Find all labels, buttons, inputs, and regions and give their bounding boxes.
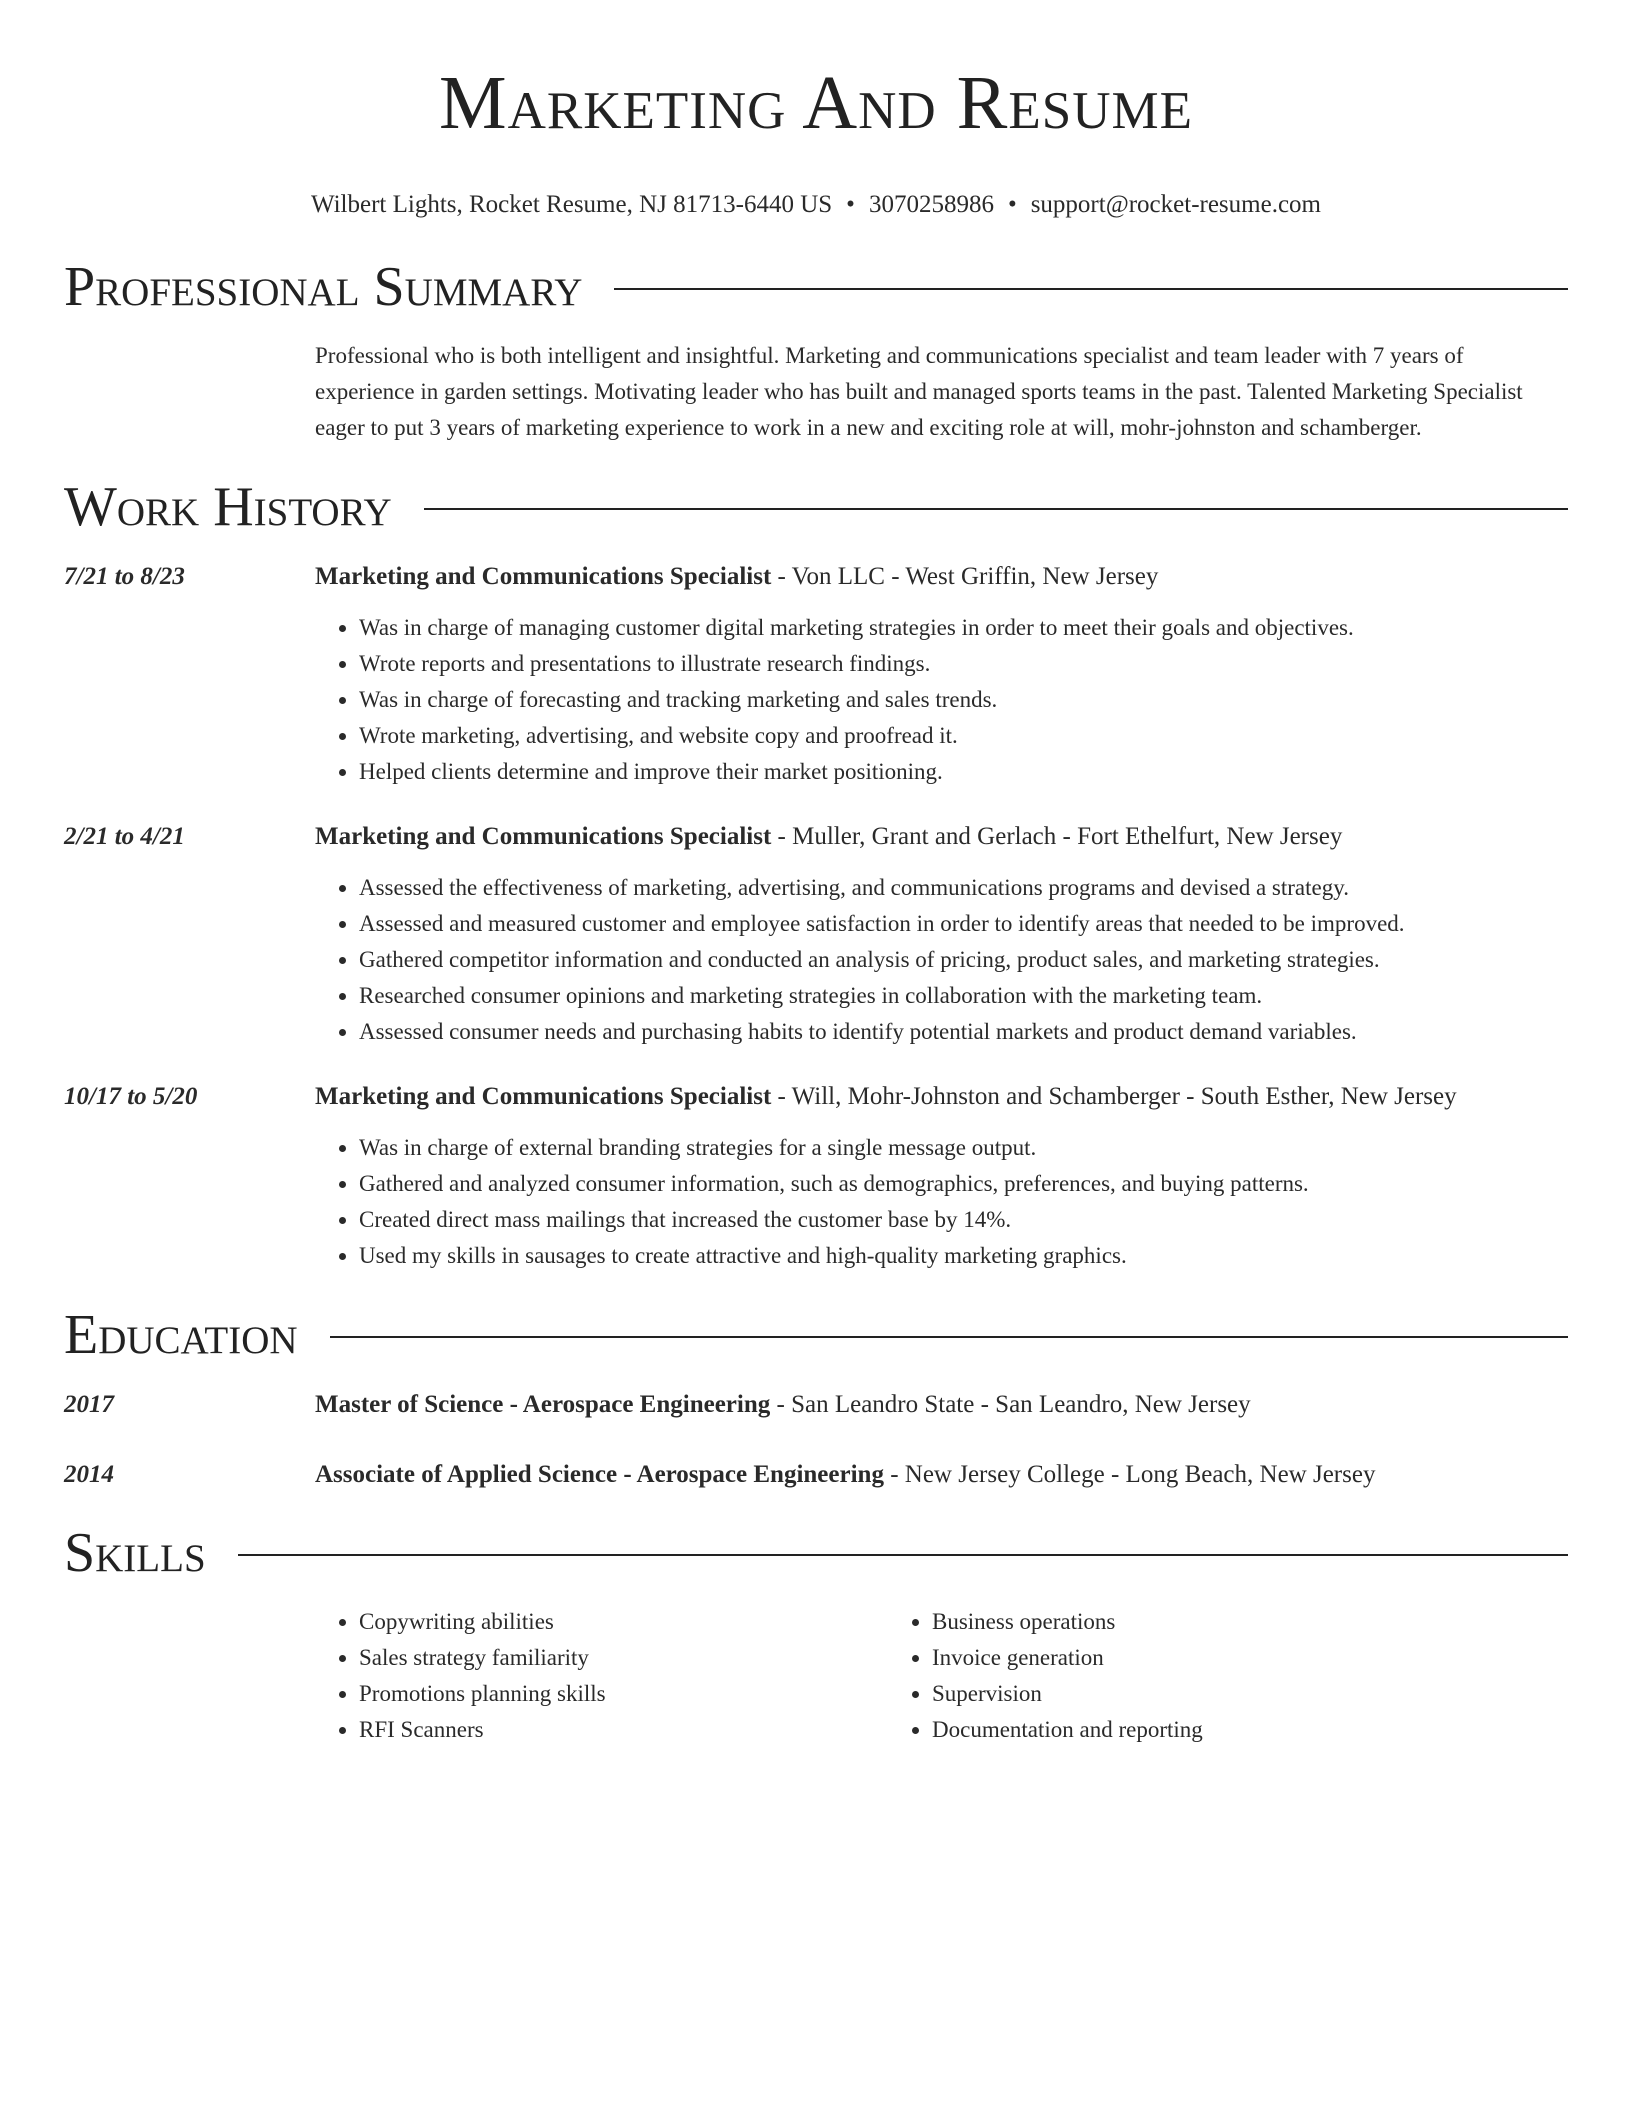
- address: Wilbert Lights, Rocket Resume, NJ 81713-6440 US: [311, 191, 833, 218]
- job-entry: [64, 820, 1568, 1050]
- job-dates: 7/21 to 8/23: [64, 563, 185, 590]
- education-year: 2017: [64, 1391, 114, 1418]
- education-section-header: [64, 1304, 1568, 1366]
- education-year: 2014: [64, 1461, 114, 1488]
- separator: •: [846, 191, 855, 218]
- job-title: Marketing and Communications Specialist: [315, 563, 772, 590]
- job-heading: [315, 820, 1568, 854]
- job-body: [315, 820, 1568, 1050]
- contact-line: [64, 190, 1568, 220]
- education-heading: [315, 1458, 1375, 1492]
- skill-item: • Promotions planning skills: [359, 1676, 888, 1712]
- list-item: • Gathered and analyzed consumer information, such as demographics, preferences, and buying patterns.: [359, 1166, 1568, 1202]
- section-title: Work History: [64, 476, 392, 538]
- section-divider: [614, 288, 1568, 290]
- skills-column-right: [888, 1604, 1461, 1748]
- list-item: • Was in charge of forecasting and tracking marketing and sales trends.: [359, 682, 1568, 718]
- list-item: • Created direct mass mailings that increased the customer base by 14%.: [359, 1202, 1568, 1238]
- skill-item: • Business operations: [932, 1604, 1461, 1640]
- job-bullets: [315, 870, 1568, 1050]
- job-entry: [64, 560, 1568, 790]
- list-item: • Researched consumer opinions and marketing strategies in collaboration with the marketing team.: [359, 978, 1568, 1014]
- skills-section-header: [64, 1522, 1568, 1584]
- job-title: Marketing and Communications Specialist: [315, 1083, 772, 1110]
- list-item: • Assessed consumer needs and purchasing habits to identify potential markets and product demand variables.: [359, 1014, 1568, 1050]
- skill-item: • RFI Scanners: [359, 1712, 888, 1748]
- education-entry: [64, 1458, 1568, 1492]
- job-title: Marketing and Communications Specialist: [315, 823, 772, 850]
- skill-item: • Invoice generation: [932, 1640, 1461, 1676]
- list-item: • Assessed and measured customer and employee satisfaction in order to identify areas that needed to be improved.: [359, 906, 1568, 942]
- job-details: - Will, Mohr-Johnston and Schamberger - South Esther, New Jersey: [771, 1083, 1457, 1110]
- summary-text: Professional who is both intelligent and insightful. Marketing and communications specialist and team leader with 7 years of experience in garden settings. Motivating leader who has built and managed sports teams in the past. Talented Marketing Specialist eager to put 3 years of marketing experience to work in a new and exciting role at will, mohr-johnston and schamberger.: [315, 343, 1523, 440]
- job-entry: [64, 1080, 1568, 1274]
- list-item: • Used my skills in sausages to create attractive and high-quality marketing graphics.: [359, 1238, 1568, 1274]
- section-divider: [330, 1336, 1568, 1338]
- job-body: [315, 1080, 1568, 1274]
- email: support@rocket-resume.com: [1030, 191, 1321, 218]
- separator: •: [1007, 191, 1017, 218]
- list-item: • Was in charge of managing customer digital marketing strategies in order to meet their goals and objectives.: [359, 610, 1568, 646]
- degree: Master of Science - Aerospace Engineering: [315, 1391, 771, 1418]
- skill-item: • Sales strategy familiarity: [359, 1640, 888, 1676]
- section-title: Professional Summary: [64, 256, 583, 318]
- summary-section-header: [64, 256, 1568, 318]
- list-item: • Was in charge of external branding strategies for a single message output.: [359, 1130, 1568, 1166]
- job-bullets: [315, 1130, 1568, 1274]
- skills-column-left: [315, 1604, 888, 1748]
- candidate-name: Marketing And Resume: [439, 61, 1193, 145]
- phone: 3070258986: [868, 191, 994, 218]
- list-item: • Wrote marketing, advertising, and website copy and proofread it.: [359, 718, 1568, 754]
- job-dates: 2/21 to 4/21: [64, 823, 185, 850]
- section-title: Skills: [64, 1522, 206, 1584]
- skill-item: • Documentation and reporting: [932, 1712, 1461, 1748]
- school-details: - San Leandro State - San Leandro, New Jersey: [770, 1391, 1251, 1418]
- section-divider: [238, 1554, 1568, 1556]
- work-section-header: [64, 476, 1568, 538]
- skill-item: • Supervision: [932, 1676, 1461, 1712]
- job-heading: [315, 560, 1568, 594]
- school-details: - New Jersey College - Long Beach, New Jersey: [883, 1461, 1376, 1488]
- job-details: - Von LLC - West Griffin, New Jersey: [771, 563, 1159, 590]
- job-body: [315, 560, 1568, 790]
- list-item: • Wrote reports and presentations to illustrate research findings.: [359, 646, 1568, 682]
- degree: Associate of Applied Science - Aerospace Engineering: [315, 1461, 884, 1488]
- job-dates: 10/17 to 5/20: [64, 1083, 198, 1110]
- list-item: • Helped clients determine and improve their market positioning.: [359, 754, 1568, 790]
- job-details: - Muller, Grant and Gerlach - Fort Ethelfurt, New Jersey: [771, 823, 1343, 850]
- skill-item: • Copywriting abilities: [359, 1604, 888, 1640]
- job-bullets: [315, 610, 1568, 790]
- skills-list: [315, 1604, 1568, 1748]
- list-item: • Gathered competitor information and conducted an analysis of pricing, product sales, and marketing strategies.: [359, 942, 1568, 978]
- job-heading: [315, 1080, 1568, 1114]
- list-item: • Assessed the effectiveness of marketing, advertising, and communications programs and devised a strategy.: [359, 870, 1568, 906]
- education-entry: [64, 1388, 1568, 1422]
- education-heading: [315, 1388, 1251, 1422]
- section-title: Education: [64, 1304, 298, 1366]
- section-divider: [424, 508, 1568, 510]
